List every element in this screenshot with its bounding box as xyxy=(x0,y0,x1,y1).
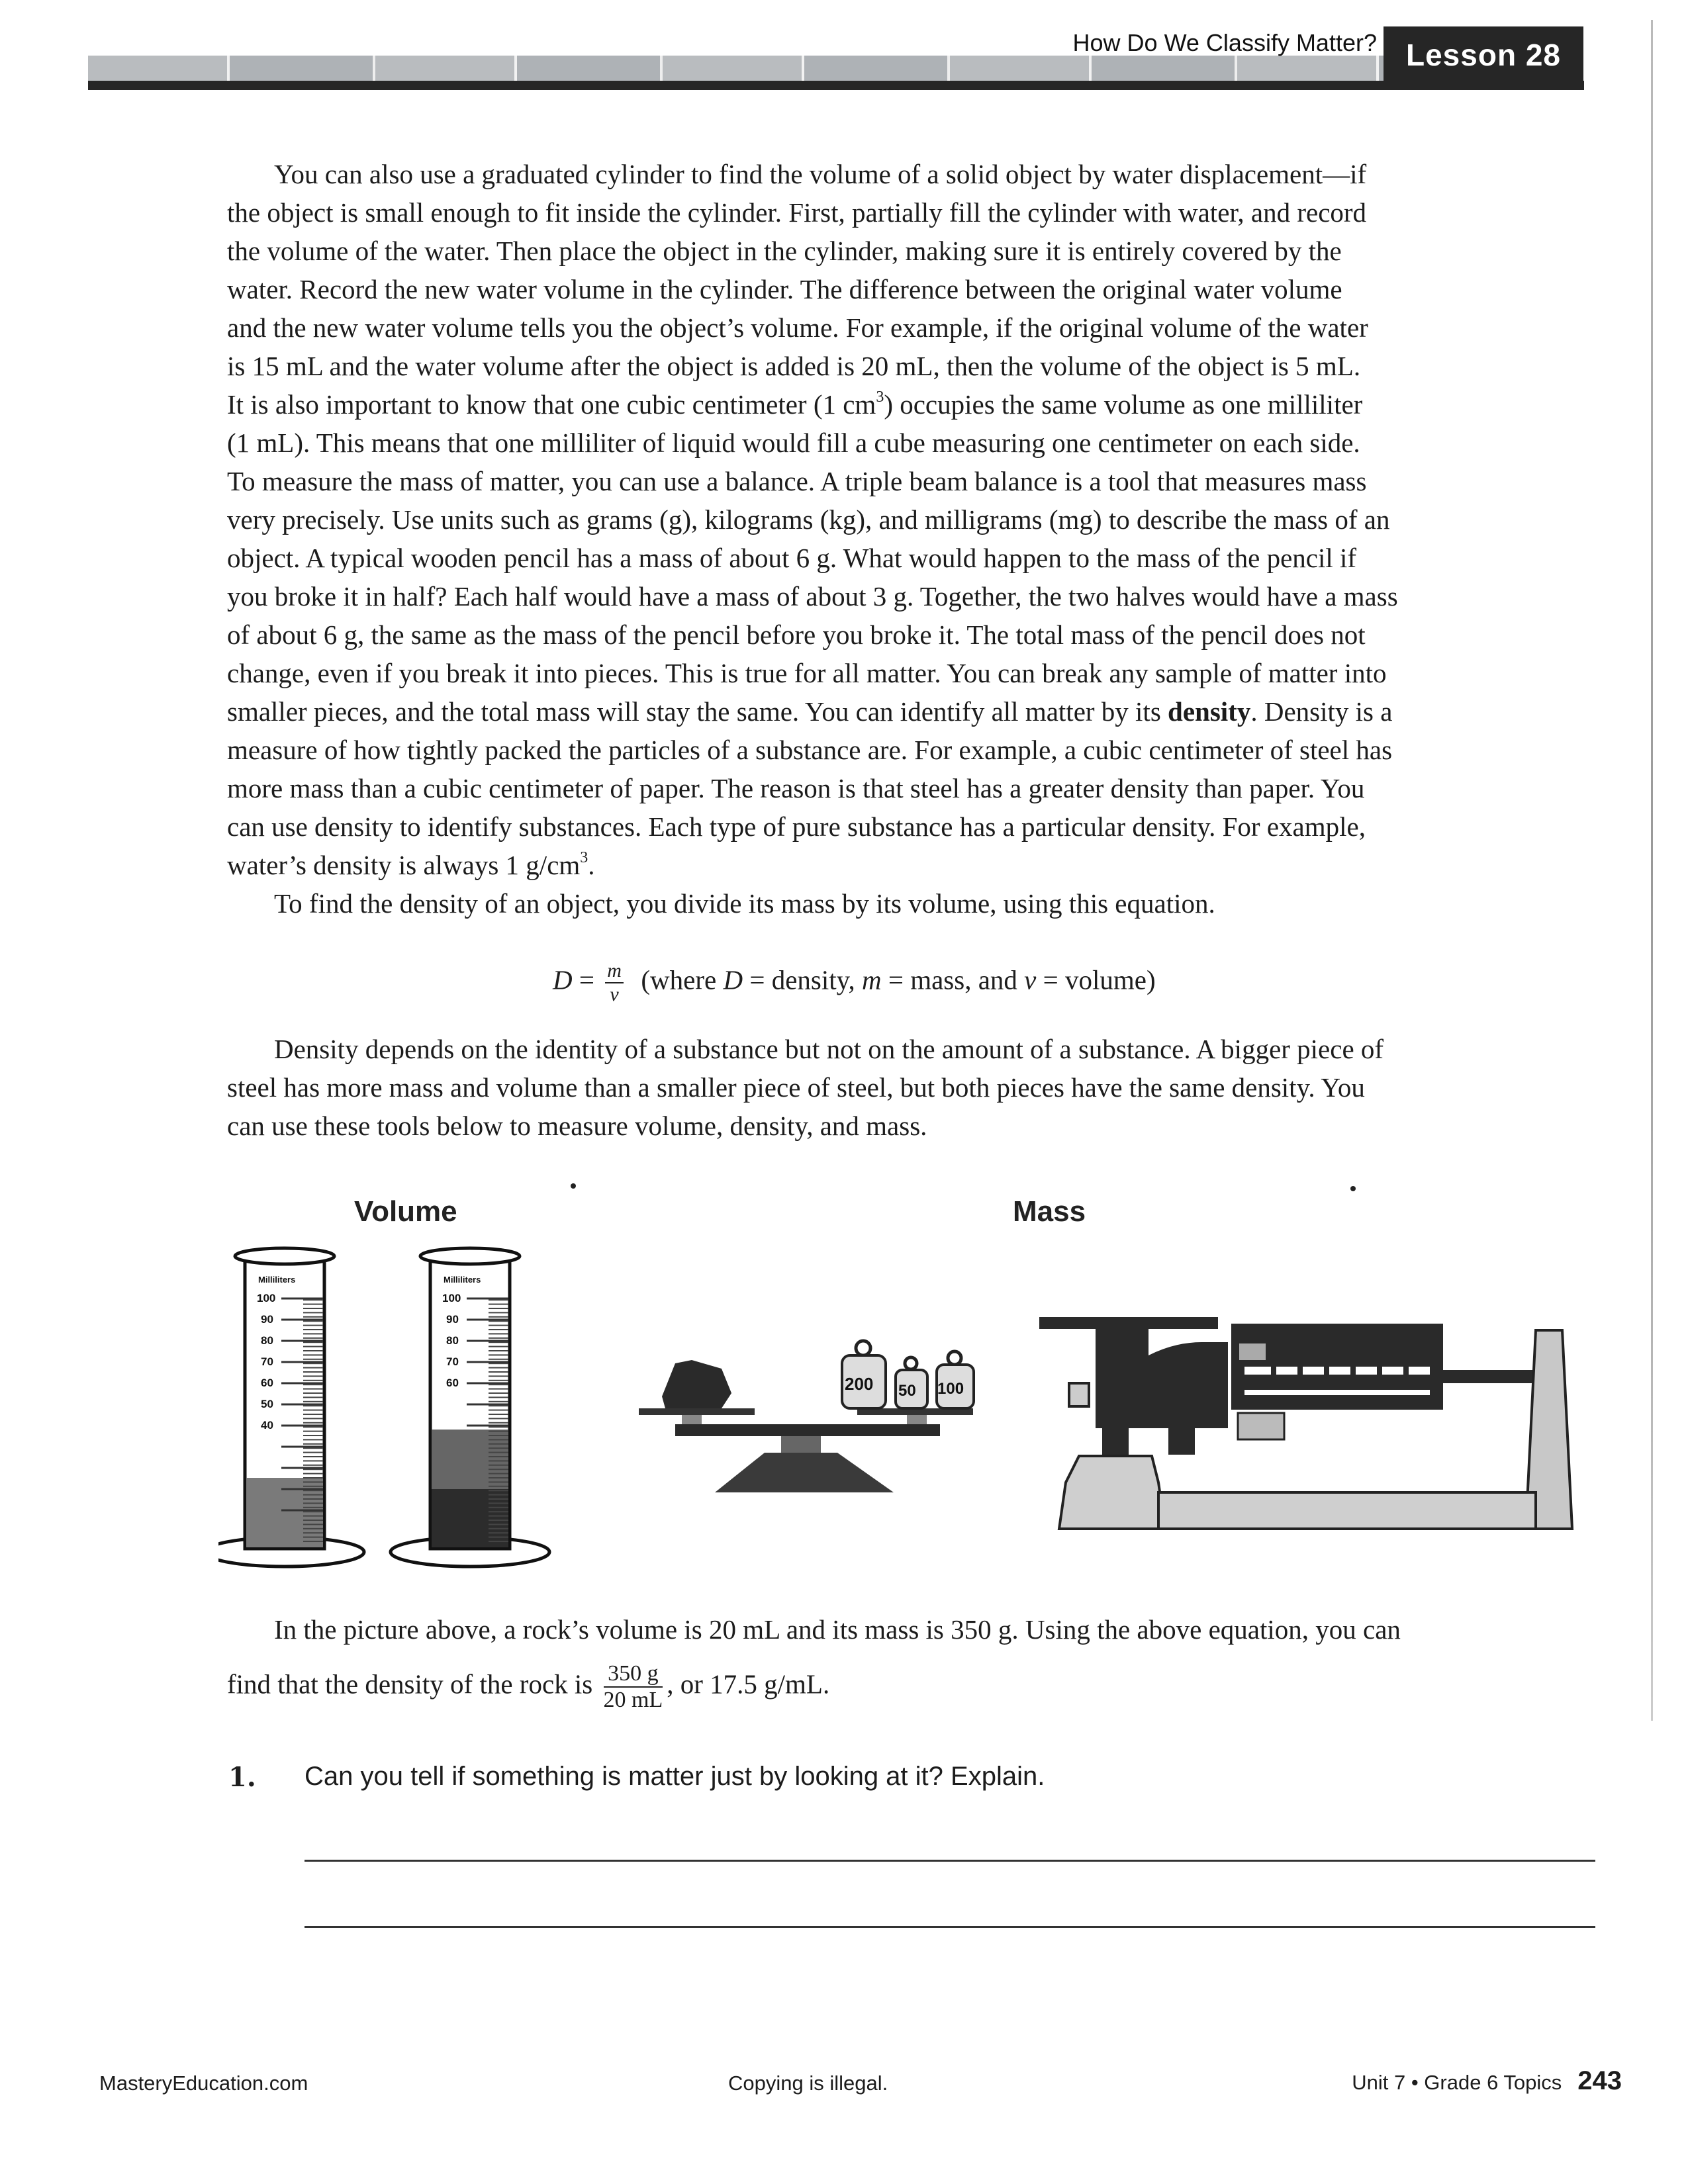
text-line: To find the density of an object, you divide its mass by its volume, using this equation. xyxy=(274,888,1215,919)
text-span: smaller pieces, and the total mass will stay the same. You can identify all matter by its xyxy=(227,696,1168,727)
stray-dot xyxy=(1350,1186,1356,1191)
text-line: steel has more mass and volume than a smaller piece of steel, but both pieces have the same density. You xyxy=(227,1072,1365,1103)
footer-unit-info xyxy=(1352,2066,1622,2096)
superscript: 3 xyxy=(876,388,884,406)
answer-line-1[interactable] xyxy=(305,1860,1595,1862)
answer-line-2[interactable] xyxy=(305,1926,1595,1928)
text-line: To measure the mass of matter, you can use a balance. A triple beam balance is a tool that measures mass xyxy=(227,466,1367,496)
text-line xyxy=(227,695,1392,728)
text-line: and the new water volume tells you the object’s volume. For example, if the original volume of the water xyxy=(227,312,1368,343)
svg-text:60: 60 xyxy=(261,1377,273,1389)
header-ruler-band xyxy=(88,56,1385,81)
eq-symbol: D xyxy=(723,964,743,995)
fraction-numerator: 350 g xyxy=(604,1662,663,1688)
eq-symbol: v xyxy=(1024,964,1037,995)
svg-text:Milliliters: Milliliters xyxy=(258,1275,296,1285)
text-line: you broke it in half? Each half would have a mass of about 3 g. Together, the two halves would have a mass xyxy=(227,581,1398,612)
page-number: 243 xyxy=(1577,2066,1622,2095)
text-span: . xyxy=(588,850,595,880)
graduated-cylinders-illustration xyxy=(218,1244,616,1575)
stray-dot xyxy=(571,1183,576,1189)
svg-text:70: 70 xyxy=(261,1355,273,1368)
footer-website: MasteryEducation.com xyxy=(99,2071,308,2095)
eq-text: = density, xyxy=(743,964,862,995)
svg-text:90: 90 xyxy=(446,1313,459,1326)
density-fraction xyxy=(604,1662,663,1711)
example-line xyxy=(227,1662,829,1711)
text-line: You can also use a graduated cylinder to find the volume of a solid object by water displacement—if xyxy=(274,159,1367,189)
svg-text:60: 60 xyxy=(446,1377,459,1389)
weight-200-icon xyxy=(842,1341,886,1408)
svg-text:Milliliters: Milliliters xyxy=(444,1275,481,1285)
svg-text:100: 100 xyxy=(442,1292,461,1304)
pan-balance-illustration xyxy=(629,1324,1000,1516)
question-number: 1. xyxy=(228,1762,256,1793)
svg-text:50: 50 xyxy=(898,1382,916,1400)
graduated-cylinder-left-icon xyxy=(218,1248,364,1567)
svg-text:70: 70 xyxy=(446,1355,459,1368)
text-span: It is also important to know that one cubic centimeter (1 cm xyxy=(227,389,876,420)
text-line: more mass than a cubic centimeter of paper. The reason is that steel has a greater density than paper. You xyxy=(227,773,1365,803)
text-span: water’s density is always 1 g/cm xyxy=(227,850,581,880)
svg-text:200: 200 xyxy=(845,1374,874,1394)
text-line: is 15 mL and the water volume after the object is added is 20 mL, then the volume of the object is 5 mL. xyxy=(227,351,1361,381)
text-span: , or 17.5 g/mL. xyxy=(667,1668,830,1700)
rock-icon xyxy=(662,1360,731,1408)
superscript: 3 xyxy=(580,849,588,866)
volume-label: Volume xyxy=(354,1195,457,1228)
triple-beam-balance-illustration xyxy=(1033,1317,1589,1535)
text-line: measure of how tightly packed the particles of a substance are. For example, a cubic centimeter of steel has xyxy=(227,735,1393,765)
text-line: the object is small enough to fit inside the cylinder. First, partially fill the cylinder with water, and record xyxy=(227,197,1367,228)
svg-text:100: 100 xyxy=(257,1292,276,1304)
text-line: change, even if you break it into pieces. This is true for all matter. You can break any sample of matter into xyxy=(227,658,1387,688)
text-line: of about 6 g, the same as the mass of the pencil before you broke it. The total mass of the pencil does not xyxy=(227,619,1366,650)
text-line xyxy=(227,388,1362,421)
eq-fraction xyxy=(605,961,624,1005)
text-line: the volume of the water. Then place the object in the cylinder, making sure it is entirely covered by the xyxy=(227,236,1342,266)
mass-label: Mass xyxy=(1013,1195,1086,1228)
weight-100-icon xyxy=(937,1351,974,1408)
eq-text: (where xyxy=(641,964,724,995)
text-span: ) occupies the same volume as one milliliter xyxy=(884,389,1363,420)
svg-text:100: 100 xyxy=(937,1380,964,1398)
text-line: object. A typical wooden pencil has a mass of about 6 g. What would happen to the mass of the pencil if xyxy=(227,543,1357,573)
header-rule xyxy=(88,81,1584,90)
footer-copyright-notice: Copying is illegal. xyxy=(728,2071,888,2095)
text-line: water. Record the new water volume in the cylinder. The difference between the original water volume xyxy=(227,274,1342,304)
weight-50-icon xyxy=(896,1357,927,1408)
text-span: . Density is a xyxy=(1250,696,1393,727)
eq-symbol: m xyxy=(861,964,882,995)
term-density: density xyxy=(1168,696,1251,727)
example-line: In the picture above, a rock’s volume is 20 mL and its mass is 350 g. Using the above equation, you can xyxy=(274,1614,1401,1645)
svg-text:90: 90 xyxy=(261,1313,273,1326)
text-line: Density depends on the identity of a substance but not on the amount of a substance. A bigger piece of xyxy=(274,1034,1384,1064)
svg-text:50: 50 xyxy=(261,1398,273,1410)
text-line: very precisely. Use units such as grams (g), kilograms (kg), and milligrams (mg) to describe the mass of an xyxy=(227,504,1390,535)
eq-operator: = xyxy=(572,964,602,995)
lesson-title: How Do We Classify Matter? xyxy=(1072,29,1377,56)
eq-denominator: v xyxy=(610,983,619,1005)
lesson-badge: Lesson 28 xyxy=(1383,26,1583,83)
svg-text:80: 80 xyxy=(446,1334,459,1347)
text-line: (1 mL). This means that one milliliter of liquid would fill a cube measuring one centimeter on each side. xyxy=(227,428,1360,458)
eq-text: = volume) xyxy=(1036,964,1156,995)
svg-text:80: 80 xyxy=(261,1334,273,1347)
footer-unit-label: Unit 7 • Grade 6 Topics xyxy=(1352,2071,1562,2094)
text-line: can use these tools below to measure volume, density, and mass. xyxy=(227,1111,927,1141)
text-line xyxy=(227,848,595,882)
svg-text:40: 40 xyxy=(261,1419,273,1432)
eq-numerator: m xyxy=(605,961,624,983)
page-edge-line xyxy=(1651,20,1653,1721)
text-span: find that the density of the rock is xyxy=(227,1668,600,1700)
eq-symbol: D xyxy=(553,964,573,995)
question-text: Can you tell if something is matter just by looking at it? Explain. xyxy=(305,1762,1045,1791)
text-line: can use density to identify substances. Each type of pure substance has a particular density. For example, xyxy=(227,811,1366,842)
density-equation xyxy=(553,961,1156,1005)
graduated-cylinder-right-icon xyxy=(391,1248,549,1567)
fraction-denominator: 20 mL xyxy=(603,1688,663,1712)
eq-text: = mass, and xyxy=(881,964,1025,995)
